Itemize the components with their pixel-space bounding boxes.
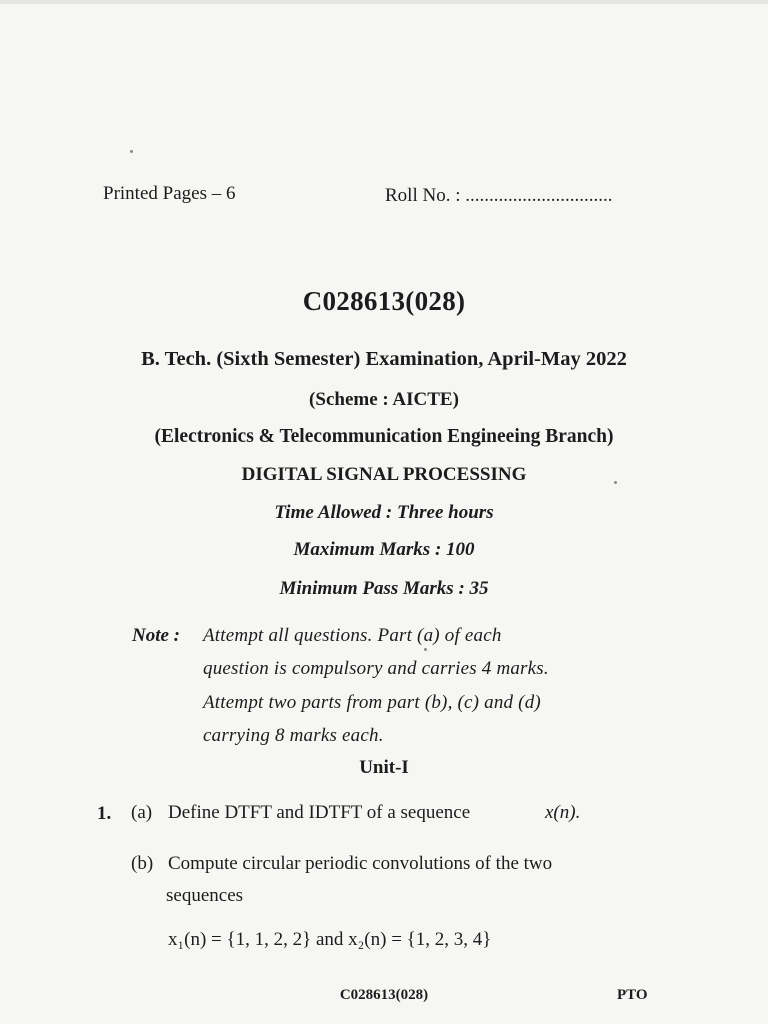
part-a-text: Define DTFT and IDTFT of a sequence (168, 802, 471, 823)
sequence-equation (168, 929, 491, 951)
note-line: Attempt all questions. Part (a) of each (203, 625, 502, 646)
branch: (Electronics & Telecommunication Engineeing Branch) (154, 426, 614, 447)
printed-pages: Printed Pages – 6 (103, 183, 236, 204)
roll-number-field: Roll No. : ............................... (385, 185, 613, 206)
pto-label: PTO (617, 987, 648, 1003)
sequence-x1: x₁(n) = {1, 1, 2, 2} (168, 929, 312, 950)
time-allowed: Time Allowed : Three hours (274, 502, 494, 523)
question-number: 1. (97, 803, 112, 824)
scan-top-edge (0, 0, 768, 4)
scan-speck (424, 648, 427, 651)
sequence-x2: x₂(n) = {1, 2, 3, 4} (348, 929, 492, 950)
footer-paper-code: C028613(028) (339, 987, 429, 1003)
unit-heading: Unit-I (359, 757, 409, 778)
part-b-text: Compute circular periodic convolutions of the two (168, 853, 553, 874)
note-line: Attempt two parts from part (b), (c) and (d) (203, 692, 541, 713)
exam-title: B. Tech. (Sixth Semester) Examination, April-May 2022 (141, 348, 627, 370)
paper-code: C028613(028) (302, 286, 466, 316)
part-a-label: (a) (131, 802, 153, 823)
subject-title: DIGITAL SIGNAL PROCESSING (241, 464, 527, 485)
part-b-text-continued: sequences (166, 885, 244, 906)
note-line: question is compulsory and carries 4 marks. (203, 658, 549, 679)
scan-speck (614, 481, 617, 484)
scheme: (Scheme : AICTE) (309, 389, 459, 410)
note-label: Note : (132, 625, 181, 646)
minimum-pass-marks: Minimum Pass Marks : 35 (279, 578, 489, 599)
part-a-sequence: x(n). (545, 802, 581, 823)
equation-and: and (315, 929, 344, 950)
note-line: carrying 8 marks each. (203, 725, 384, 746)
maximum-marks: Maximum Marks : 100 (293, 539, 475, 560)
part-b-label: (b) (131, 853, 154, 874)
scan-speck (130, 150, 133, 153)
